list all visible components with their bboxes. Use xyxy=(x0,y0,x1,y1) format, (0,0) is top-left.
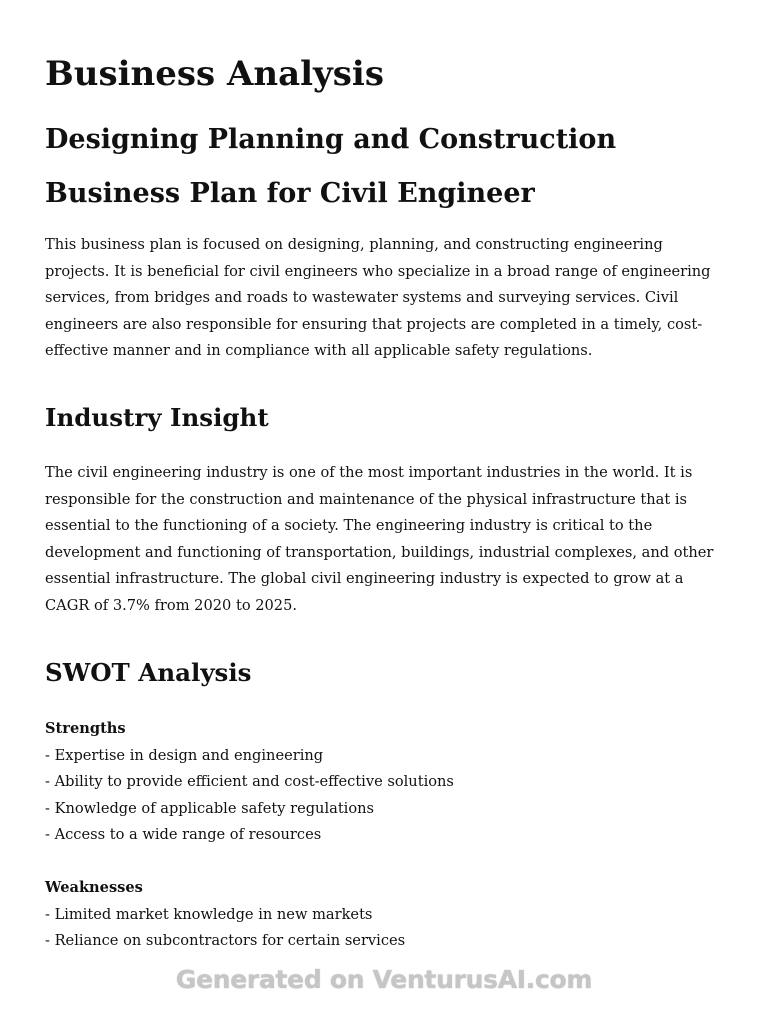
strengths-list xyxy=(45,743,730,849)
strengths-section xyxy=(45,716,730,849)
industry-insight-heading: Industry Insight xyxy=(45,403,269,432)
industry-insight-paragraph: The civil engineering industry is one of the most important industries in the world. It is responsible for the construction and maintenance of the physical infrastructure that is essential to the functioning of a society. The engineering industry is critical to the development and functioning of transportation, buildings, industrial complexes, and other essential infrastructure. The global civil engineering industry is expected to grow at a CAGR of 3.7% from 2020 to 2025. xyxy=(45,464,714,614)
document-title: Business Analysis xyxy=(45,54,384,94)
list-item: - Reliance on subcontractors for certain services xyxy=(45,932,406,950)
list-item: - Access to a wide range of resources xyxy=(45,826,322,844)
generated-footer-watermark: Generated on VenturusAI.com xyxy=(175,965,593,994)
list-item: - Ability to provide efficient and cost-effective solutions xyxy=(45,773,454,791)
strengths-title: Strengths xyxy=(45,720,126,737)
list-item: - Expertise in design and engineering xyxy=(45,746,324,764)
list-item: - Knowledge of applicable safety regulations xyxy=(45,799,375,817)
list-item: - Limited market knowledge in new markets xyxy=(45,905,373,923)
weaknesses-section xyxy=(45,875,730,955)
intro-paragraph: This business plan is focused on designing, planning, and constructing engineering projects. It is beneficial for civil engineers who specialize in a broad range of engineering services, from bridges and roads to wastewater systems and surveying services. Civil engineers are also responsible for ensuring that projects are completed in a timely, cost-effective manner and in compliance with all applicable safety regulations. xyxy=(45,236,711,360)
document-subtitle: Designing Planning and Construction Business Plan for Civil Engineer xyxy=(45,124,617,209)
weaknesses-title: Weaknesses xyxy=(45,879,143,896)
swot-analysis-heading: SWOT Analysis xyxy=(45,658,252,687)
weaknesses-list xyxy=(45,902,730,955)
